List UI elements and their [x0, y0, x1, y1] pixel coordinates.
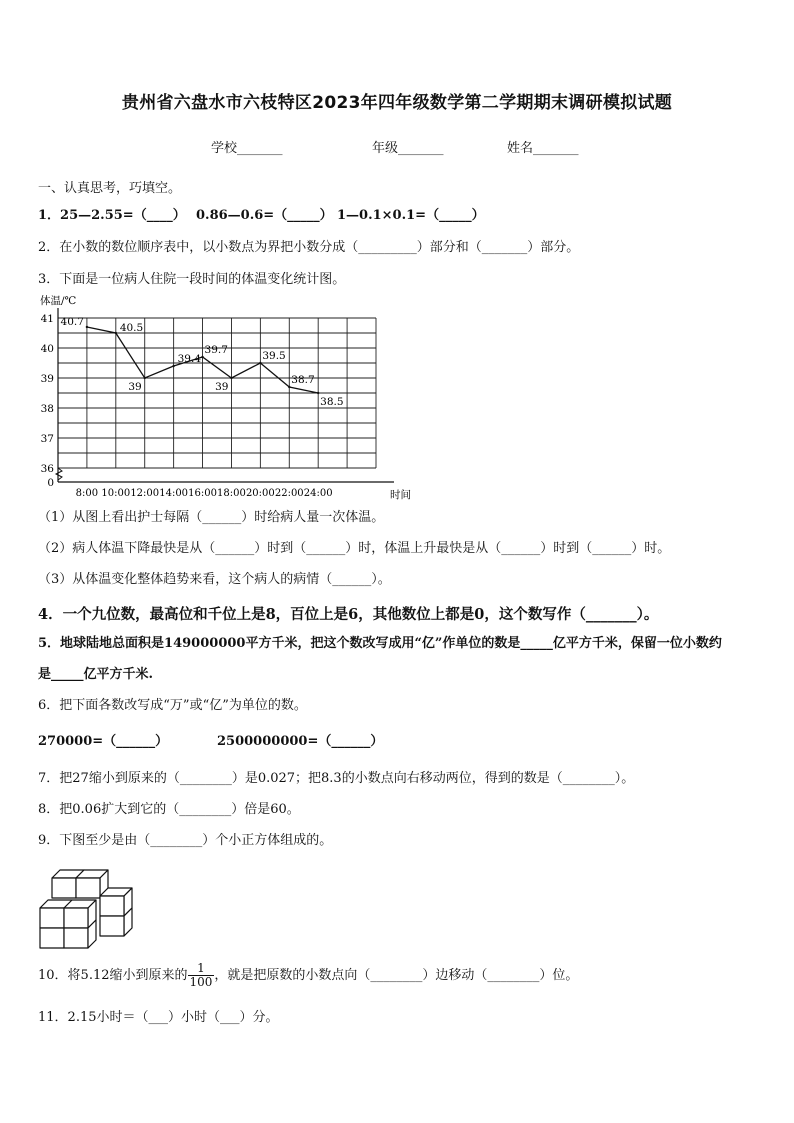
temperature-line-chart: [36, 292, 411, 504]
x-tick-label: 10:00: [101, 488, 131, 499]
data-label: 39: [215, 381, 229, 393]
data-point: [201, 356, 203, 358]
x-axis-label: 时间: [390, 489, 411, 501]
y-tick-label: 37: [40, 433, 54, 445]
question-6b: 2500000000=（______）: [217, 734, 384, 749]
page-title: 贵州省六盘水市六枝特区2023年四年级数学第二学期期末调研模拟试题: [121, 93, 673, 113]
data-label: 40.7: [60, 316, 84, 328]
fraction-numerator: 1: [188, 962, 215, 976]
question-1a: 1．25—2.55=（____）: [38, 208, 186, 223]
question-3-2: （2）病人体温下降最快是从（______）时到（______）时，体温上升最快是从（______）时到（______）时。: [38, 541, 671, 556]
question-1c: 1—0.1×0.1=（_____）: [337, 208, 485, 223]
x-tick-label: 24:00: [303, 488, 333, 499]
question-6: 6．把下面各数改写成“万”或“亿”为单位的数。: [38, 698, 307, 713]
question-10: [38, 962, 578, 989]
name-field[interactable]: 姓名_______: [507, 141, 579, 156]
axis-break-mark: [56, 468, 62, 480]
question-2: 2．在小数的数位顺序表中，以小数点为界把小数分成（_________）部分和（_______）部分。: [38, 240, 580, 255]
y-tick-label: 39: [40, 373, 54, 385]
y-tick-label: 40: [40, 343, 54, 355]
question-5-line1: 5．地球陆地总面积是149000000平方千米，把这个数改写成用“亿”作单位的数是_____亿平方千米，保留一位小数约: [38, 636, 722, 651]
x-tick-label: 22:00: [274, 488, 304, 499]
data-point: [86, 326, 88, 328]
y-tick-label: 36: [40, 463, 54, 475]
data-label: 38.7: [291, 374, 315, 386]
question-11: 11．2.15小时＝（___）小时（___）分。: [38, 1010, 279, 1025]
data-point: [172, 365, 174, 367]
question-4: 4．一个九位数，最高位和千位上是8，百位上是6，其他数位上都是0，这个数写作（_______）。: [38, 606, 659, 623]
question-5-line2: 是_____亿平方千米.: [38, 667, 154, 682]
y-tick-label: 38: [40, 403, 54, 415]
question-9: 9．下图至少是由（________）个小正方体组成的。: [38, 833, 333, 848]
question-3: 3．下面是一位病人住院一段时间的体温变化统计图。: [38, 272, 346, 287]
x-tick-label: 16:00: [188, 488, 217, 499]
y-tick-label: 41: [40, 313, 54, 325]
question-10-prefix: 10．将5.12缩小到原来的: [38, 968, 188, 983]
data-label: 38.5: [320, 396, 344, 408]
data-label: 40.5: [119, 322, 144, 334]
data-point: [230, 377, 232, 379]
x-tick-label: 8:00: [75, 488, 99, 499]
question-8: 8．把0.06扩大到它的（________）倍是60。: [38, 802, 300, 817]
fraction-denominator: 100: [189, 975, 213, 989]
x-tick-label: 12:00: [130, 488, 160, 499]
data-point: [259, 362, 261, 364]
question-10-suffix: ，就是把原数的小数点向（________）边移动（________）位。: [214, 968, 579, 983]
question-3-1: （1）从图上看出护士每隔（______）时给病人量一次体温。: [38, 510, 385, 525]
data-point: [288, 386, 290, 388]
data-label: 39.4: [177, 353, 202, 365]
data-label: 39.5: [262, 350, 286, 362]
data-point: [144, 377, 146, 379]
y-tick-label: 0: [47, 477, 54, 489]
question-6a: 270000=（______）: [38, 734, 169, 749]
question-7: 7．把27缩小到原来的（________）是0.027；把8.3的小数点向右移动两位，得到的数是（________）。: [38, 771, 635, 786]
x-tick-label: 18:00: [217, 488, 246, 499]
data-label: 39.7: [204, 344, 228, 356]
question-3-3: （3）从体温变化整体趋势来看，这个病人的病情（______）。: [38, 572, 391, 587]
school-field[interactable]: 学校_______: [211, 141, 283, 156]
data-point: [115, 332, 117, 334]
y-axis-label: 体温/℃: [40, 295, 77, 307]
question-1b: 0.86—0.6=（_____）: [196, 208, 333, 223]
x-tick-label: 14:00: [159, 488, 189, 499]
fraction-one-hundredth: [188, 962, 215, 989]
data-label: 39: [128, 381, 142, 393]
data-point: [317, 392, 319, 394]
cube-stack-figure: [38, 866, 138, 954]
section-heading: 一、认真思考，巧填空。: [38, 181, 182, 196]
x-tick-label: 20:00: [245, 488, 275, 499]
grade-field[interactable]: 年级_______: [372, 141, 444, 156]
